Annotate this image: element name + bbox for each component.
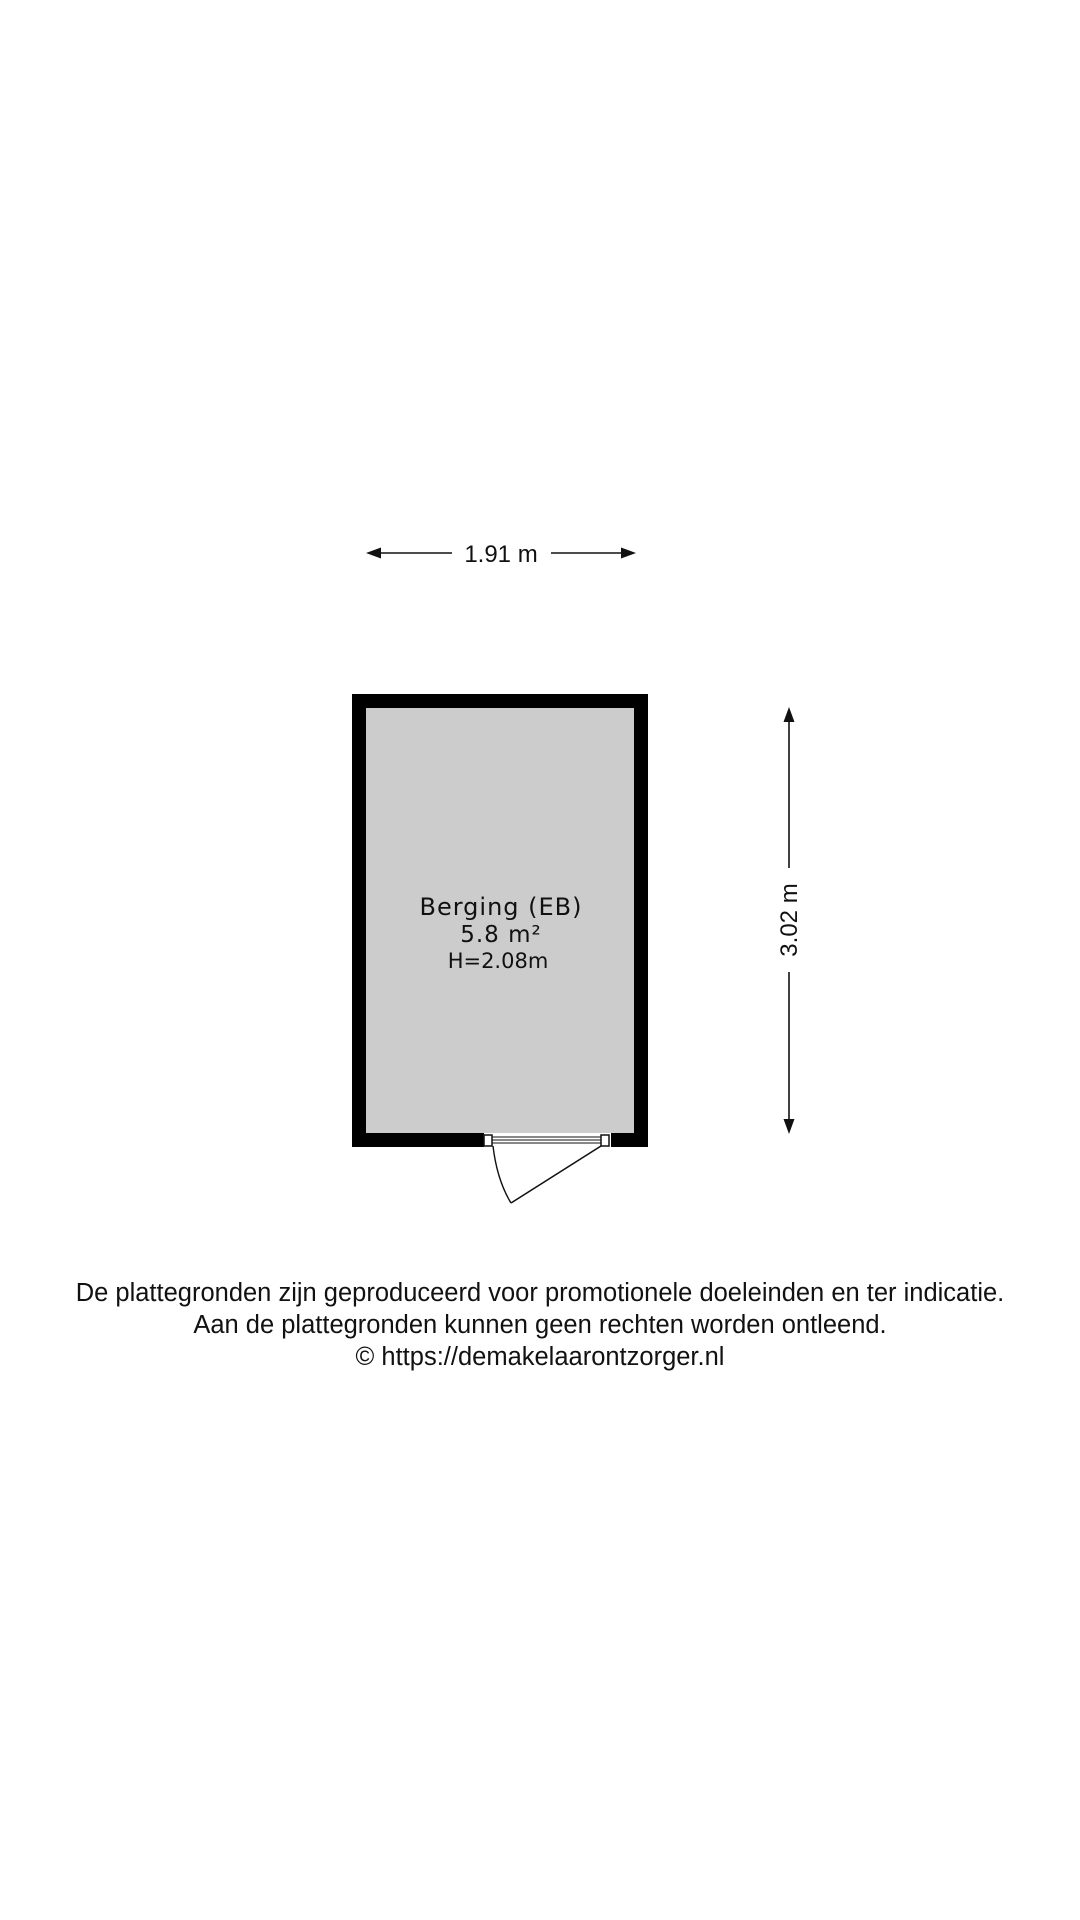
disclaimer-line: Aan de plattegronden kunnen geen rechten worden ontleend.: [193, 1311, 887, 1339]
width-arrow-right-icon: [621, 548, 636, 559]
disclaimer-line: De plattegronden zijn geproduceerd voor promotionele doeleinden en ter indicatie.: [75, 1279, 1005, 1307]
door-leaf: [511, 1146, 601, 1203]
height-dimension-label: 3.02 m: [776, 883, 803, 957]
door-jamb-right: [601, 1135, 609, 1146]
width-dimension-label: 1.91 m: [464, 541, 538, 568]
room-ceiling-height: H=2.08m: [447, 949, 549, 973]
width-dimension: [366, 541, 636, 568]
height-arrow-top-icon: [784, 707, 795, 722]
disclaimer: [0, 1277, 1080, 1373]
height-arrow-bottom-icon: [784, 1119, 795, 1134]
room-area: 5.8 m²: [460, 922, 542, 948]
door-swing-arc: [493, 1146, 511, 1203]
height-dimension: [776, 707, 803, 1134]
width-arrow-left-icon: [366, 548, 381, 559]
room-name: Berging (EB): [419, 893, 583, 921]
door-jamb-left: [484, 1135, 492, 1146]
copyright-line: © https://demakelaarontzorger.nl: [355, 1343, 725, 1371]
room-berging: [352, 694, 648, 1203]
